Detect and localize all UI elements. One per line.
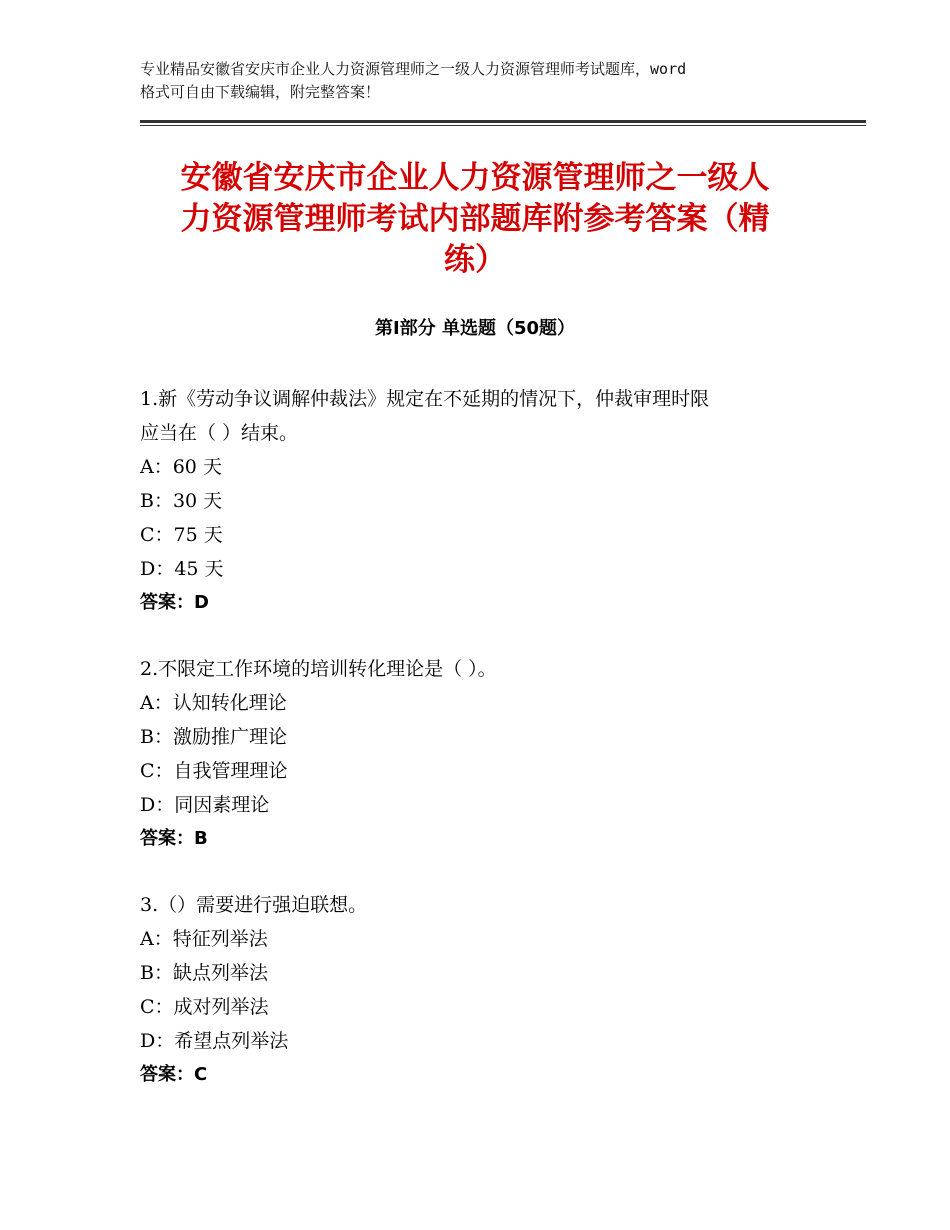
question-2: [140, 652, 820, 856]
option-a: A：特征列举法: [140, 928, 268, 950]
option-a: A：认知转化理论: [140, 692, 287, 714]
question-stem-line: 1.新《劳动争议调解仲裁法》规定在不延期的情况下，仲裁审理时限: [140, 388, 710, 410]
document-title: [140, 158, 810, 281]
option-b: B：激励推广理论: [140, 726, 287, 748]
question-1: [140, 382, 820, 620]
option-d: D：希望点列举法: [140, 1030, 289, 1052]
question-stem-line: 2.不限定工作环境的培训转化理论是（ ）。: [140, 658, 497, 680]
option-b: B：缺点列举法: [140, 962, 268, 984]
question-list: [140, 382, 820, 1124]
header-note: [140, 58, 830, 104]
option-d: D：同因素理论: [140, 794, 270, 816]
option-c: C：成对列举法: [140, 996, 269, 1018]
option-a: A：60 天: [140, 456, 222, 478]
header-note-line-2: 格式可自由下载编辑，附完整答案！: [140, 83, 381, 101]
header-note-line-1: 专业精品安徽省安庆市企业人力资源管理师之一级人力资源管理师考试题库，word: [140, 60, 687, 78]
header-divider-thin: [140, 125, 866, 126]
answer-label: 答案：C: [140, 1064, 208, 1085]
section-title: 第Ⅰ部分 单选题（50题）: [374, 318, 575, 339]
option-c: C：75 天: [140, 524, 223, 546]
document-title-line-2: 力资源管理师考试内部题库附参考答案（精: [180, 201, 770, 237]
document-title-line-3: 练）: [444, 242, 506, 278]
option-d: D：45 天: [140, 558, 224, 580]
option-b: B：30 天: [140, 490, 223, 512]
document-title-line-1: 安徽省安庆市企业人力资源管理师之一级人: [180, 160, 770, 196]
header-divider-thick: [140, 120, 866, 123]
question-3: [140, 888, 820, 1092]
option-c: C：自我管理理论: [140, 760, 288, 782]
answer-label: 答案：B: [140, 828, 208, 849]
answer-label: 答案：D: [140, 592, 209, 613]
question-stem-line: 3.（）需要进行强迫联想。: [140, 894, 368, 916]
question-stem-line: 应当在（ ）结束。: [140, 422, 299, 444]
